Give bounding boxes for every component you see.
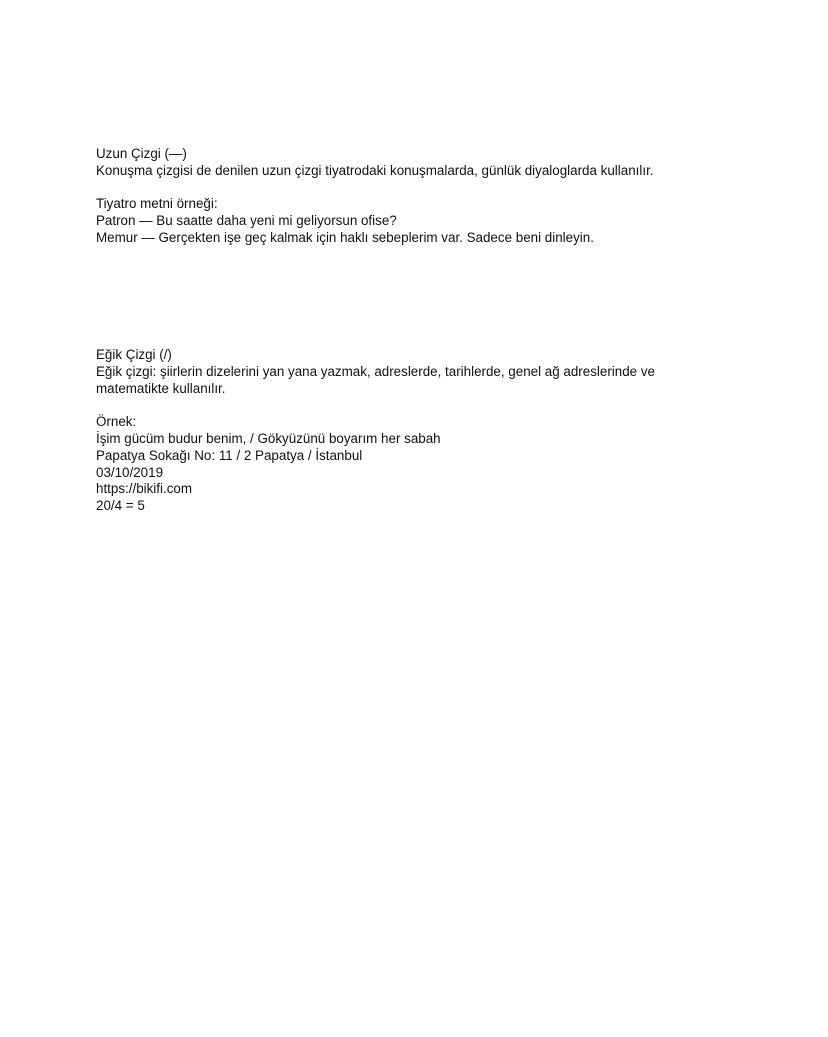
section-heading: Eğik Çizgi (/) (96, 347, 172, 362)
example-line: https://bikifi.com (96, 481, 192, 497)
example-label: Örnek: (96, 414, 137, 430)
paragraph-gap (96, 397, 736, 414)
example-line: Papatya Sokağı No: 11 / 2 Papatya / İstanbul (96, 447, 363, 463)
section-description: Eğik çizgi: şiirlerin dizelerini yan yana yazmak, adreslerde, tarihlerde, genel ağ adreslerinde ve matematikte kullanılır. (96, 363, 655, 396)
section-egik-cizgi (96, 347, 736, 515)
section-uzun-cizgi (96, 146, 736, 247)
section-description: Konuşma çizgisi de denilen uzun çizgi tiyatrodaki konuşmalarda, günlük diyaloglarda kullanılır. (96, 162, 654, 178)
example-line: 03/10/2019 (96, 464, 164, 480)
paragraph-gap (96, 180, 736, 197)
example-label: Tiyatro metni örneği: (96, 196, 218, 212)
example-line: İşim gücüm budur benim, / Gökyüzünü boyarım her sabah (96, 430, 441, 446)
example-line: 20/4 = 5 (96, 498, 145, 514)
dialogue-line: Memur — Gerçekten işe geç kalmak için haklı sebeplerim var. Sadece beni dinleyin. (96, 229, 594, 245)
dialogue-line: Patron — Bu saatte daha yeni mi geliyorsun ofise? (96, 213, 397, 229)
section-heading: Uzun Çizgi (—) (96, 146, 187, 161)
